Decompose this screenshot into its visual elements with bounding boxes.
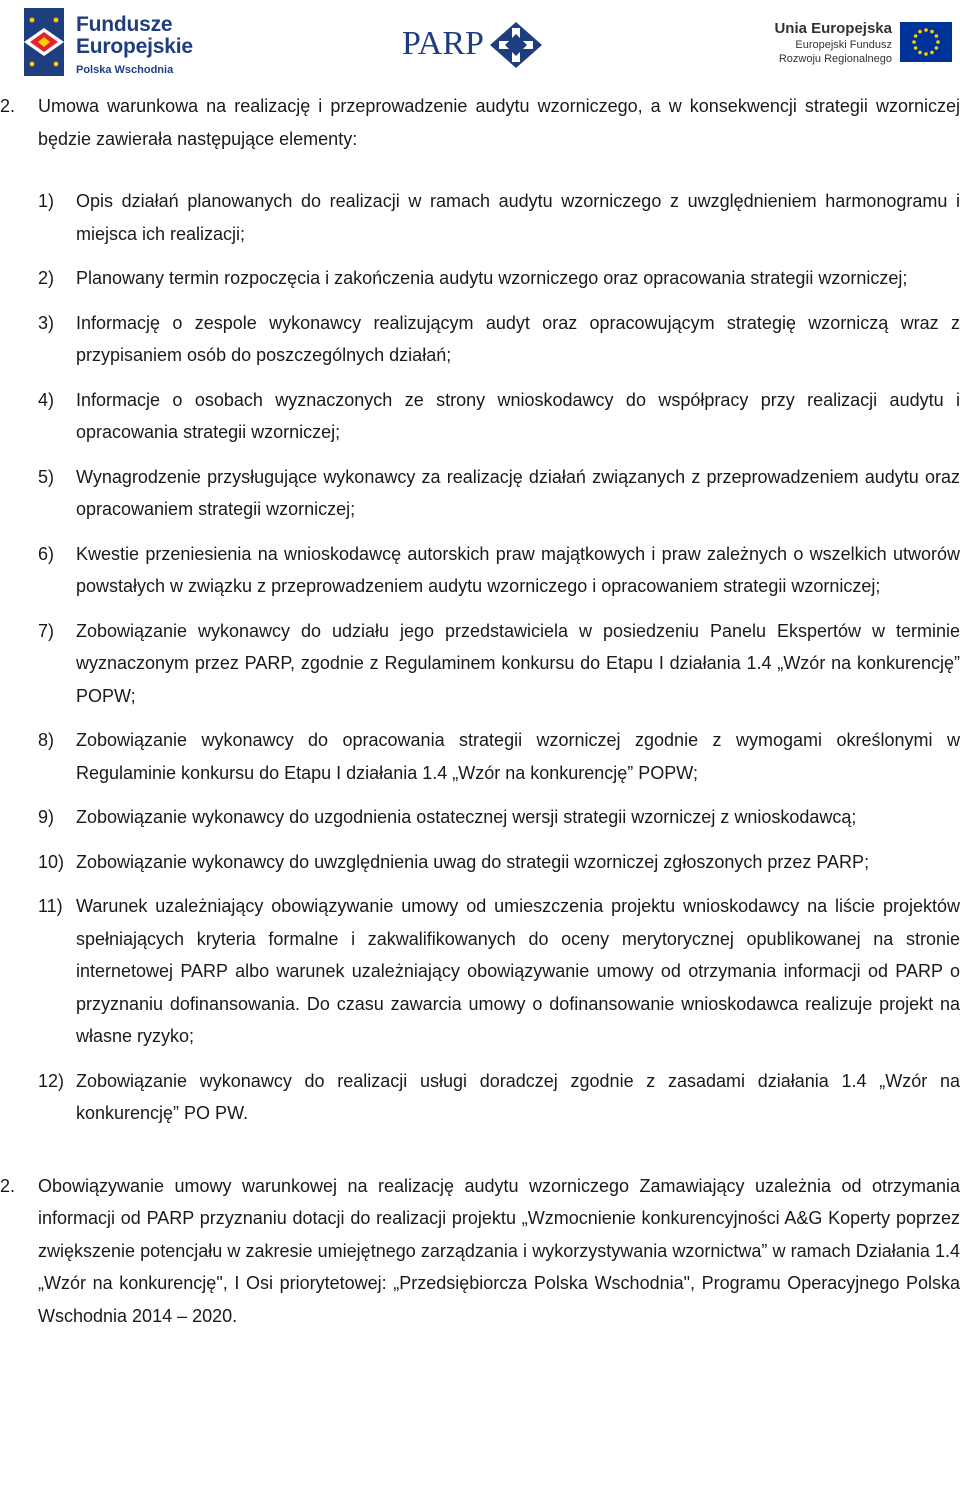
unia-europejska-logo (742, 18, 954, 74)
list-item-number: 11) (38, 896, 63, 916)
list-item (0, 384, 960, 449)
ue-logo-line3: Rozwoju Regionalnego (778, 53, 892, 65)
final-paragraph (0, 1170, 960, 1333)
final-marker: 2. (0, 1175, 16, 1196)
parp-logo (402, 22, 552, 68)
list-item-number: 1) (38, 191, 55, 211)
list-item-text: Opis działań planowanych do realizacji w ramach audytu wzorniczego z uwzględnieniem harmonogramu i miejsca ich realizacji; (76, 191, 960, 244)
elements-list (0, 185, 960, 1130)
page-header (0, 0, 960, 88)
list-item-text: Zobowiązanie wykonawcy do uzgodnienia ostatecznej wersji strategii wzorniczej z wnioskodawcą; (76, 807, 857, 827)
list-item (0, 890, 960, 1053)
parp-logo-text: PARP (402, 25, 484, 62)
list-item-text: Zobowiązanie wykonawcy do udziału jego przedstawiciela w posiedzeniu Panelu Ekspertów w terminie wyznaczonym przez PARP, zgodnie z Regulaminem konkursu do Etapu I działania 1.4 „Wzór na konkurencję” POPW; (76, 620, 960, 706)
list-item (0, 262, 960, 295)
ue-logo-line2: Europejski Fundusz (795, 39, 892, 51)
list-item (0, 185, 960, 250)
list-item-text: Informację o zespole wykonawcy realizującym audyt oraz opracowującym strategię wzorniczą wraz z przypisaniem osób do poszczególnych działań; (76, 312, 960, 365)
list-item-number: 8) (38, 730, 55, 750)
list-item (0, 724, 960, 789)
list-item-number: 2) (38, 268, 55, 288)
list-item-text: Warunek uzależniający obowiązywanie umowy od umieszczenia projektu wnioskodawcy na liście projektów spełniających kryteria formalne i zakwalifikowanych do oceny merytorycznej opublikowanej na stronie internetowej PARP albo warunek uzależniający obowiązywanie umowy od otrzymania informacji od PARP o przyznaniu dofinansowania. Do czasu zawarcia umowy o dofinansowanie wnioskodawca realizuje projekt na własne ryzyko; (76, 896, 960, 1046)
list-item-number: 10) (38, 851, 65, 872)
list-item (0, 1065, 960, 1130)
list-item (0, 307, 960, 372)
fe-logo-line1: Fundusze (76, 13, 173, 36)
ue-logo-line1: Unia Europejska (774, 20, 892, 37)
fundusze-europejskie-logo (20, 6, 195, 82)
eu-flag-icon (900, 22, 952, 62)
list-item-number: 5) (38, 466, 55, 487)
list-item-text: Planowany termin rozpoczęcia i zakończenia audytu wzorniczego oraz opracowania strategii wzorniczej; (76, 268, 908, 288)
list-item-number: 12) (38, 1070, 65, 1091)
intro-marker: 2. (0, 96, 16, 116)
list-item-text: Zobowiązanie wykonawcy do opracowania strategii wzorniczej zgodnie z wymogami określonymi w Regulaminie konkursu do Etapu I działania 1.4 „Wzór na konkurencję” POPW; (76, 730, 960, 783)
parp-mark-icon (490, 22, 542, 68)
intro-paragraph (0, 90, 960, 155)
list-item-text: Informacje o osobach wyznaczonych ze strony wnioskodawcy do współpracy przy realizacji audytu i opracowania strategii wzorniczej; (76, 389, 960, 442)
list-item (0, 801, 960, 834)
list-item (0, 538, 960, 603)
final-text: Obowiązywanie umowy warunkowej na realizację audytu wzorniczego Zamawiający uzależnia od otrzymania informacji od PARP przyznaniu dotacji do realizacji projektu „Wzmocnienie konkurencyjności A&G Koperty poprzez zwiększenie potencjału w zakresie umiejętnego zarządzania i wykorzystywania wzornictwa” w ramach Działania 1.4 „Wzór na konkurencję", I Osi priorytetowej: „Przedsiębiorcza Polska Wschodnia", Programu Operacyjnego Polska Wschodnia 2014 – 2020. (38, 1175, 960, 1326)
intro-text: Umowa warunkowa na realizację i przeprowadzenie audytu wzorniczego, a w konsekwencji strategii wzorniczej będzie zawierała następujące elementy: (38, 96, 960, 149)
list-item-text: Wynagrodzenie przysługujące wykonawcy za realizację działań związanych z przeprowadzeniem audytu oraz opracowaniem strategii wzorniczej; (76, 466, 960, 519)
fe-logo-line2: Europejskie (76, 35, 193, 58)
document-body (0, 88, 960, 1332)
list-item (0, 461, 960, 526)
list-item (0, 615, 960, 713)
list-item-text: Zobowiązanie wykonawcy do realizacji usługi doradczej zgodnie z zasadami działania 1.4 „Wzór na konkurencję” PO PW. (76, 1070, 960, 1123)
list-item-number: 4) (38, 389, 55, 410)
fe-flag-icon (20, 6, 68, 78)
fe-logo-line3: Polska Wschodnia (76, 64, 174, 76)
list-item-text: Zobowiązanie wykonawcy do uwzględnienia uwag do strategii wzorniczej zgłoszonych przez PARP; (76, 851, 870, 872)
list-item-number: 3) (38, 312, 55, 333)
list-item-text: Kwestie przeniesienia na wnioskodawcę autorskich praw majątkowych i praw zależnych o wszelkich utworów powstałych w związku z przeprowadzeniem audytu wzorniczego i opracowaniem strategii wzorniczej; (76, 543, 960, 596)
list-item-number: 6) (38, 543, 55, 564)
list-item-number: 7) (38, 620, 55, 641)
list-item-number: 9) (38, 807, 55, 827)
list-item (0, 846, 960, 879)
